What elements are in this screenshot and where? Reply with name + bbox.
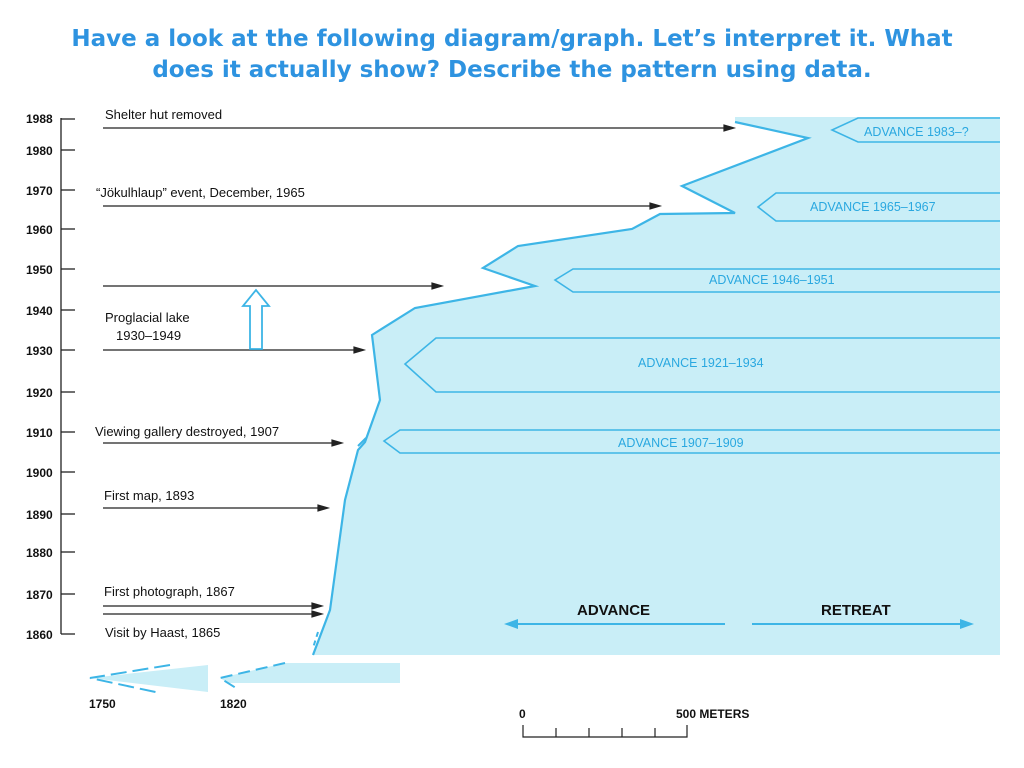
event-first-map: First map, 1893 bbox=[104, 488, 195, 503]
proglacial-lake-arrow bbox=[243, 290, 269, 349]
year-label: 1910 bbox=[26, 426, 53, 440]
title-line-2: does it actually show? Describe the pattern using data. bbox=[152, 57, 872, 83]
year-label: 1900 bbox=[26, 466, 53, 480]
event-haast-visit: Visit by Haast, 1865 bbox=[105, 625, 221, 640]
title-line-1: Have a look at the following diagram/graph. Let’s interpret it. What bbox=[71, 26, 953, 52]
advance-label-1907: ADVANCE 1907–1909 bbox=[618, 436, 744, 450]
event-proglacial-lake: Proglacial lake bbox=[105, 310, 190, 325]
year-label: 1940 bbox=[26, 304, 53, 318]
advance-label-1983: ADVANCE 1983–? bbox=[864, 125, 969, 139]
time-axis-ticks bbox=[61, 119, 75, 634]
year-label: 1980 bbox=[26, 144, 53, 158]
ice-position-1750 bbox=[90, 665, 208, 692]
advance-label-1946: ADVANCE 1946–1951 bbox=[709, 273, 835, 287]
year-label-1750: 1750 bbox=[89, 697, 116, 711]
legend-retreat-label: RETREAT bbox=[821, 602, 891, 619]
advance-label-1921: ADVANCE 1921–1934 bbox=[638, 356, 764, 370]
scale-label-zero: 0 bbox=[519, 707, 526, 721]
year-label: 1930 bbox=[26, 344, 53, 358]
year-label: 1970 bbox=[26, 184, 53, 198]
ice-position-1820 bbox=[220, 663, 400, 683]
scale-bar bbox=[523, 725, 687, 737]
year-label: 1890 bbox=[26, 508, 53, 522]
scale-label-max: 500 METERS bbox=[676, 707, 750, 721]
event-shelter-hut: Shelter hut removed bbox=[105, 107, 223, 122]
year-label: 1870 bbox=[26, 588, 53, 602]
year-label: 1880 bbox=[26, 546, 53, 560]
legend-advance-label: ADVANCE bbox=[577, 602, 651, 619]
year-label-1820: 1820 bbox=[220, 697, 247, 711]
event-first-photograph: First photograph, 1867 bbox=[104, 584, 235, 599]
advance-label-1965: ADVANCE 1965–1967 bbox=[810, 200, 936, 214]
year-label: 1988 bbox=[26, 112, 53, 126]
year-label: 1920 bbox=[26, 386, 53, 400]
year-label: 1960 bbox=[26, 223, 53, 237]
time-axis-labels bbox=[26, 112, 53, 642]
event-viewing-gallery: Viewing gallery destroyed, 1907 bbox=[95, 424, 280, 439]
year-label: 1860 bbox=[26, 628, 53, 642]
event-jokulhlaup: “Jökulhlaup” event, December, 1965 bbox=[96, 185, 305, 200]
event-proglacial-lake-years: 1930–1949 bbox=[116, 328, 182, 343]
year-label: 1950 bbox=[26, 263, 53, 277]
